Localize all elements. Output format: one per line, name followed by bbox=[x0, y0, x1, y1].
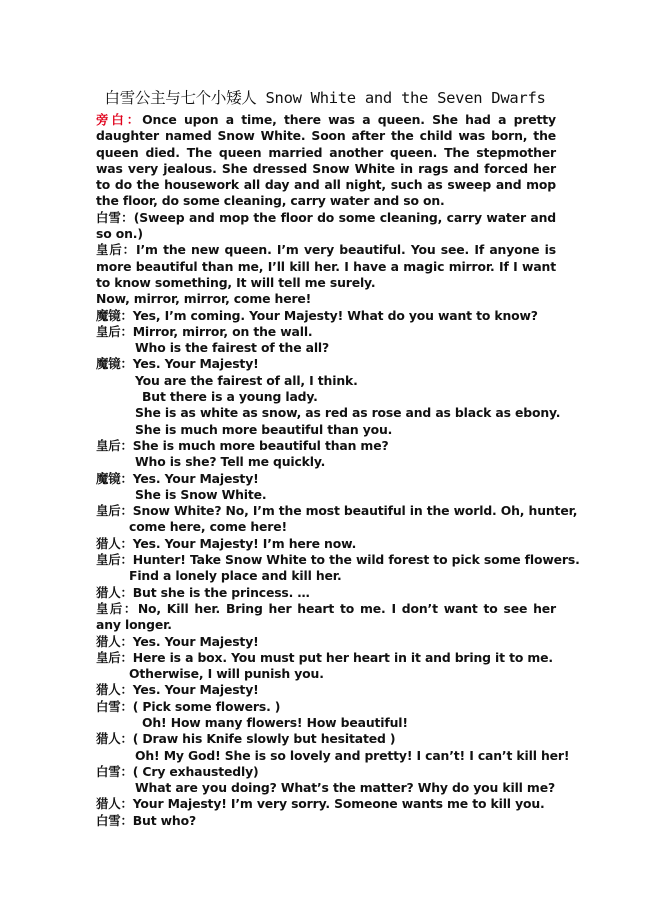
line-text: Yes. Your Majesty! bbox=[132, 356, 259, 372]
speaker-label: 猎人： bbox=[96, 535, 133, 551]
line-text: Hunter! Take Snow White to the wild forest to pick some flowers. bbox=[132, 552, 580, 568]
speaker-label: 白雪： bbox=[96, 698, 133, 714]
dialogue-continuation bbox=[96, 747, 570, 764]
line-text: Now, mirror, mirror, come here! bbox=[96, 291, 312, 307]
dialogue-line bbox=[96, 634, 556, 650]
line-text: Yes, I’m coming. Your Majesty! What do you want to know? bbox=[132, 307, 538, 323]
line-text: Yes. Your Majesty! bbox=[132, 633, 259, 649]
dialogue-continuation bbox=[96, 405, 561, 421]
line-text: Oh! How many flowers! How beautiful! bbox=[142, 714, 408, 730]
dialogue-line bbox=[96, 552, 580, 568]
line-text: She is much more beautiful than you. bbox=[135, 421, 393, 437]
dialogue-continuation bbox=[96, 373, 556, 389]
dialogue-continuation bbox=[96, 422, 556, 438]
speaker-label: 魔镜： bbox=[96, 307, 133, 323]
speaker-label: 旁白： bbox=[96, 112, 143, 127]
line-text: Find a lonely place and kill her. bbox=[129, 568, 342, 584]
dialogue-line bbox=[96, 210, 556, 243]
dialogue-line bbox=[96, 471, 556, 487]
dialogue-line bbox=[96, 601, 556, 634]
dialogue-line bbox=[96, 731, 556, 747]
speaker-label: 猎人： bbox=[96, 584, 133, 600]
line-text: Mirror, mirror, on the wall. bbox=[132, 323, 313, 339]
line-text: She is Snow White. bbox=[135, 486, 267, 502]
page-title: 白雪公主与七个小矮人 Snow White and the Seven Dwarfs bbox=[104, 89, 546, 107]
dialogue-line-narrator bbox=[96, 112, 556, 210]
dialogue-continuation bbox=[96, 454, 556, 470]
line-text: But who? bbox=[132, 812, 197, 828]
speaker-label: 猎人： bbox=[96, 633, 133, 649]
line-text: She is much more beautiful than me? bbox=[132, 437, 389, 453]
speaker-label: 皇后： bbox=[96, 503, 133, 519]
line-text: But she is the princess. … bbox=[132, 584, 310, 600]
dialogue-line bbox=[96, 813, 556, 829]
line-text: You are the fairest of all, I think. bbox=[135, 372, 358, 388]
dialogue-line bbox=[96, 585, 556, 601]
line-text: Oh! My God! She is so lovely and pretty! I can’t! I can’t kill her! bbox=[135, 747, 570, 763]
line-text: Snow White? No, I’m the most beautiful in the world. Oh, hunter, bbox=[132, 503, 578, 519]
dialogue-continuation bbox=[96, 666, 556, 682]
dialogue-line bbox=[96, 503, 578, 519]
dialogue-line bbox=[96, 536, 556, 552]
speaker-label: 皇后： bbox=[96, 600, 138, 616]
line-text: What are you doing? What’s the matter? Why do you kill me? bbox=[135, 780, 555, 796]
line-text: I’m the new queen. I’m very beautiful. You see. If anyone is more beautiful than me, I’ll kill her. I have a magic mirror. If I want to know something, It will tell me surely. bbox=[96, 242, 557, 290]
line-text: Yes. Your Majesty! bbox=[132, 470, 259, 486]
dialogue-continuation bbox=[96, 340, 556, 356]
dialogue-line bbox=[96, 699, 556, 715]
dialogue-continuation bbox=[96, 780, 556, 796]
dialogue-line bbox=[96, 796, 556, 812]
line-text: Here is a box. You must put her heart in it and bring it to me. bbox=[132, 649, 553, 665]
line-text: ( Draw his Knife slowly but hesitated ) bbox=[132, 731, 396, 747]
line-text: ( Pick some flowers. ) bbox=[132, 698, 281, 714]
speaker-label: 皇后： bbox=[96, 552, 133, 568]
line-text: Yes. Your Majesty! bbox=[132, 682, 259, 698]
dialogue-continuation bbox=[96, 715, 556, 731]
line-text: But there is a young lady. bbox=[142, 389, 318, 405]
line-text: Once upon a time, there was a queen. She had a pretty daughter named Snow White. Soon after the child was born, the queen died. The queen married another queen. The stepmother was very jealous. She dressed Snow White in rags and forced her to do the housework all day and all night, such as sweep and mop the floor, do some cleaning, carry water and so on. bbox=[96, 112, 556, 209]
dialogue-continuation bbox=[96, 291, 556, 307]
line-text: come here, come here! bbox=[129, 519, 287, 535]
line-text: ( Cry exhaustedly) bbox=[132, 763, 259, 779]
line-text: Who is the fairest of the all? bbox=[135, 340, 330, 356]
dialogue-line bbox=[96, 764, 556, 780]
line-text: (Sweep and mop the floor do some cleaning, carry water and so on.) bbox=[96, 209, 556, 242]
line-text: Who is she? Tell me quickly. bbox=[135, 454, 326, 470]
speaker-label: 皇后： bbox=[96, 437, 133, 453]
line-text: Yes. Your Majesty! I’m here now. bbox=[132, 535, 357, 551]
dialogue-line bbox=[96, 682, 556, 698]
speaker-label: 猎人： bbox=[96, 682, 133, 698]
dialogue-continuation bbox=[96, 389, 556, 405]
speaker-label: 皇后： bbox=[96, 323, 133, 339]
speaker-label: 猎人： bbox=[96, 796, 133, 812]
speaker-label: 皇后： bbox=[96, 649, 133, 665]
speaker-label: 猎人： bbox=[96, 731, 133, 747]
dialogue-continuation bbox=[96, 487, 556, 503]
speaker-label: 魔镜： bbox=[96, 470, 133, 486]
dialogue-line bbox=[96, 308, 556, 324]
line-text: She is as white as snow, as red as rose and as black as ebony. bbox=[135, 405, 561, 421]
speaker-label: 皇后： bbox=[96, 242, 137, 258]
dialogue-line bbox=[96, 650, 556, 666]
dialogue-line bbox=[96, 356, 556, 372]
dialogue-line bbox=[96, 242, 556, 291]
line-text: Your Majesty! I’m very sorry. Someone wants me to kill you. bbox=[132, 796, 545, 812]
script-body bbox=[96, 112, 580, 829]
speaker-label: 白雪： bbox=[96, 812, 133, 828]
speaker-label: 白雪： bbox=[96, 763, 133, 779]
speaker-label: 白雪： bbox=[96, 209, 134, 225]
dialogue-line bbox=[96, 324, 556, 340]
dialogue-continuation bbox=[96, 519, 556, 535]
line-text: No, Kill her. Bring her heart to me. I don’t want to see her any longer. bbox=[96, 600, 556, 633]
dialogue-line bbox=[96, 438, 556, 454]
speaker-label: 魔镜： bbox=[96, 356, 133, 372]
line-text: Otherwise, I will punish you. bbox=[129, 666, 324, 682]
dialogue-continuation bbox=[96, 568, 556, 584]
